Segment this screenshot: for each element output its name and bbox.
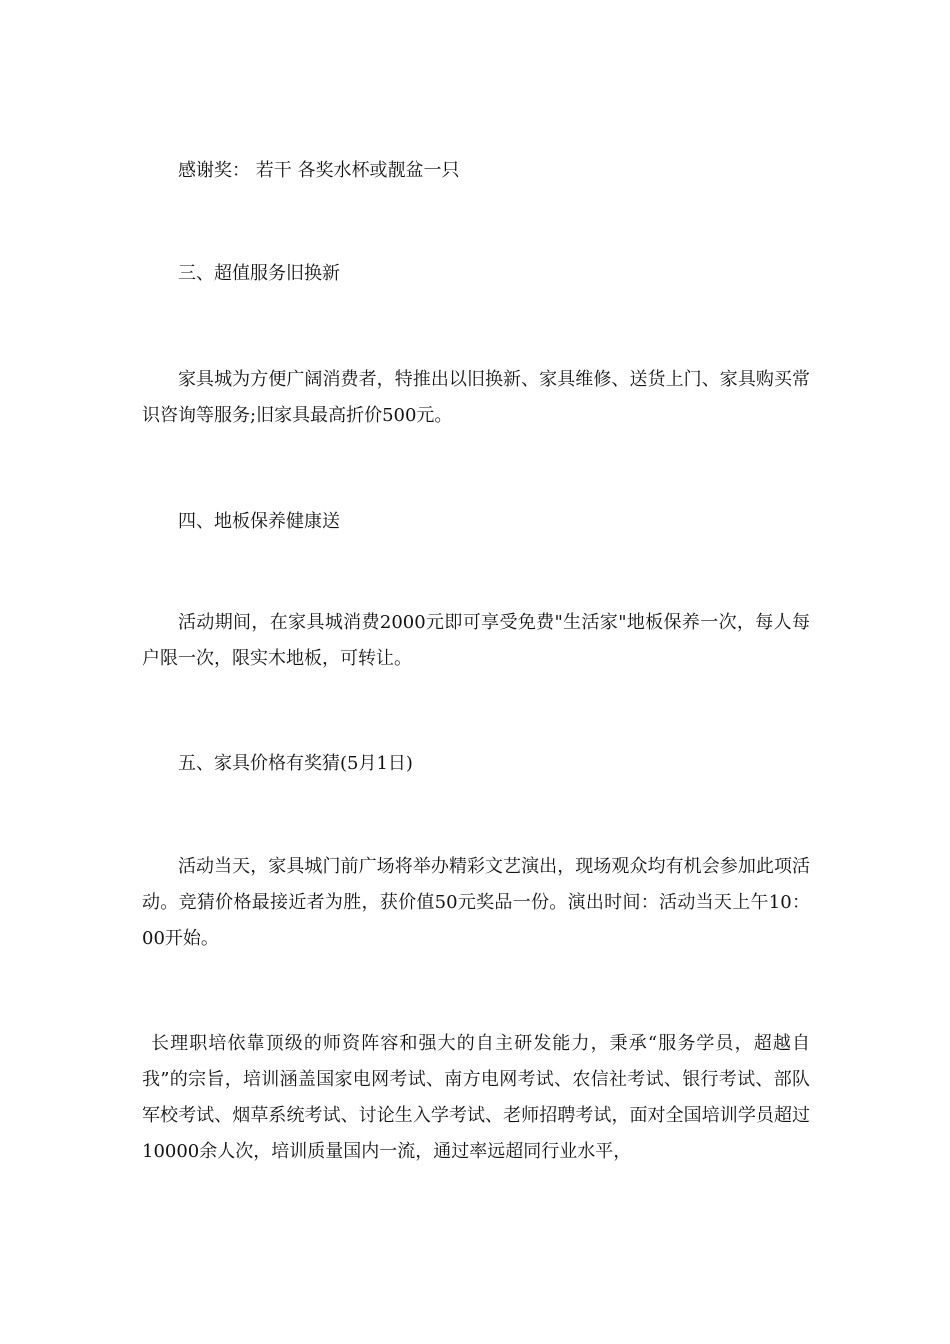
section-heading-5: 五、家具价格有奖猜(5月1日) [178,753,413,774]
section-body-3: 家具城为方便广阔消费者，特推出以旧换新、家具维修、送货上门、家具购买常识咨询等服务;旧家具最高折价500元。 [142,369,810,426]
section-body-5: 活动当天，家具城门前广场将举办精彩文艺演出，现场观众均有机会参加此项活动。竞猜价格最接近者为胜，获价值50元奖品一份。演出时间：活动当天上午10：00开始。 [142,856,810,949]
section-body-4: 活动期间，在家具城消费2000元即可享受免费"生活家"地板保养一次，每人每户限一次，限实木地板，可转让。 [142,612,810,669]
section-heading-4: 四、地板保养健康送 [178,511,340,532]
section-heading-3: 三、超值服务旧换新 [178,263,340,284]
training-ad-paragraph: 长理职培依靠顶级的师资阵容和强大的自主研发能力，秉承“服务学员，超越自我”的宗旨，培训涵盖国家电网考试、南方电网考试、农信社考试、银行考试、部队军校考试、烟草系统考试、讨论生入学考试、老师招聘考试，面对全国培训学员超过10000余人次，培训质量国内一流，通过率远超同行业水平， [142,1033,810,1162]
thanks-award-line: 感谢奖： 若干 各奖水杯或靓盆一只 [178,160,460,181]
